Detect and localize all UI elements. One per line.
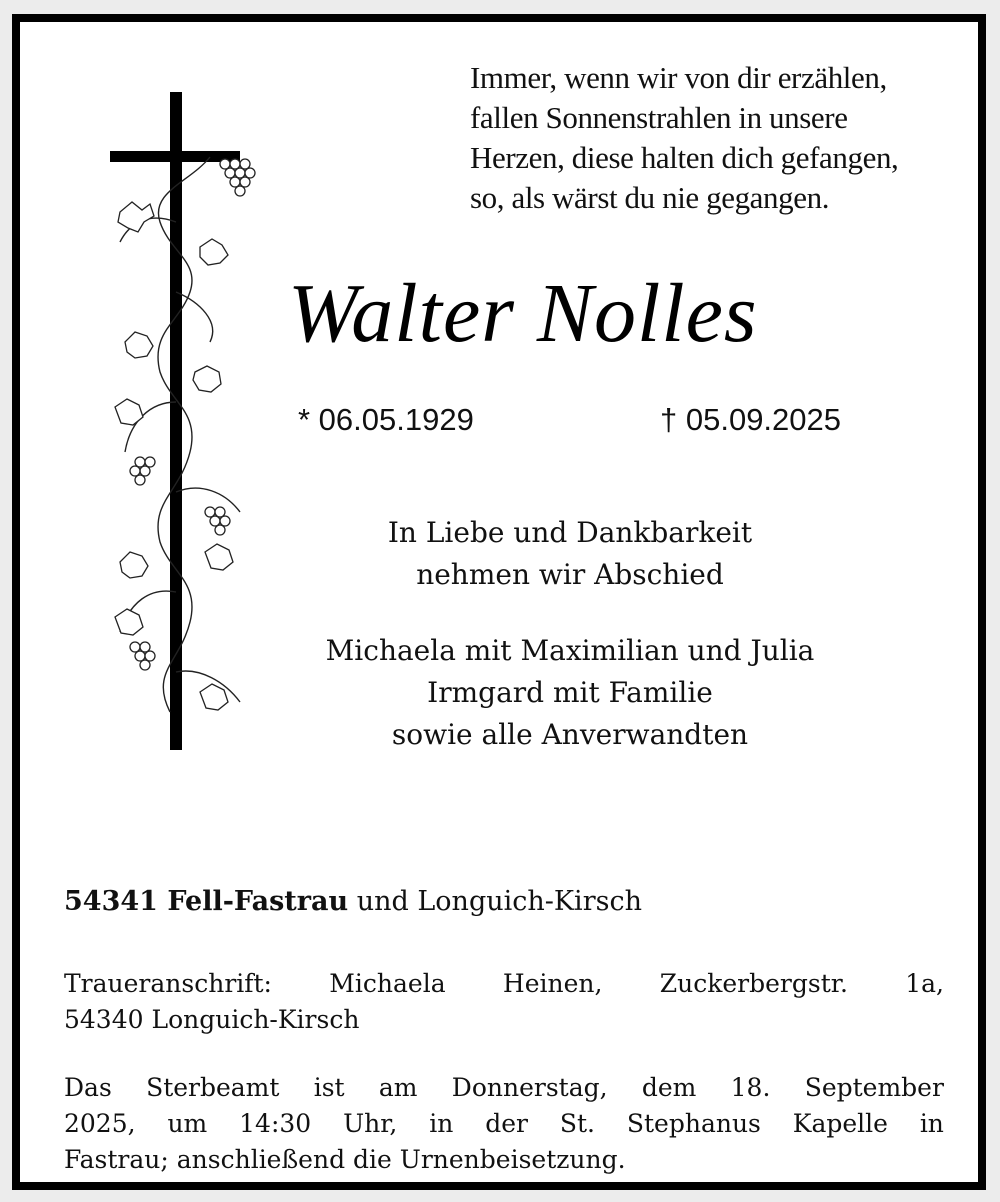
obituary-notice — [12, 14, 986, 1190]
service-word: St. — [559, 1109, 595, 1138]
service-word: Stephanus — [626, 1109, 761, 1138]
service-word: 18. — [730, 1073, 771, 1102]
poem-line: Herzen, diese halten dich gefangen, — [470, 140, 899, 175]
funeral-service-info — [64, 1070, 944, 1178]
mourner-line: sowie alle Anverwandten — [391, 718, 749, 751]
service-word: Sterbeamt — [146, 1073, 280, 1102]
farewell-line: nehmen wir Abschied — [416, 558, 724, 591]
place-bold: 54341 Fell-Fastrau — [64, 886, 349, 917]
service-word: Kapelle — [792, 1109, 888, 1138]
poem — [470, 58, 970, 218]
service-word: 14:30 — [239, 1109, 312, 1138]
address-word: Zuckerbergstr. — [659, 969, 848, 998]
address-word: Heinen, — [502, 969, 603, 998]
cross-with-grapevine-icon — [90, 72, 260, 752]
service-word: dem — [641, 1073, 697, 1102]
mourner-line: Michaela mit Maximilian und Julia — [325, 634, 815, 667]
death-date: † 05.09.2025 — [660, 402, 842, 437]
service-word: Das — [64, 1073, 112, 1102]
address-line-2: 54340 Longuich-Kirsch — [64, 1005, 360, 1034]
service-word: ist — [313, 1073, 345, 1102]
service-line-1 — [64, 1070, 944, 1106]
mourners-list — [250, 630, 890, 756]
address-word: 1a, — [905, 969, 944, 998]
service-word: 2025, — [64, 1109, 136, 1138]
address-word: Michaela — [329, 969, 446, 998]
service-word: am — [378, 1073, 418, 1102]
deceased-name: Walter Nolles — [288, 267, 758, 360]
mourner-line: Irmgard mit Familie — [427, 676, 713, 709]
service-word: Uhr, — [343, 1109, 398, 1138]
address-line-1 — [64, 966, 944, 1002]
place-line — [64, 882, 642, 922]
service-line-3: Fastrau; anschließend die Urnenbeisetzung. — [64, 1145, 626, 1174]
birth-date: * 06.05.1929 — [298, 402, 474, 437]
mourning-address — [64, 966, 944, 1038]
service-word: in — [919, 1109, 944, 1138]
poem-line: so, als wärst du nie gegangen. — [470, 180, 830, 215]
farewell-text — [250, 512, 890, 596]
poem-line: fallen Sonnenstrahlen in unsere — [470, 100, 848, 135]
service-line-2 — [64, 1106, 944, 1142]
place-rest: und Longuich-Kirsch — [348, 886, 642, 917]
service-word: der — [485, 1109, 528, 1138]
service-word: September — [804, 1073, 944, 1102]
address-word: Traueranschrift: — [64, 969, 272, 998]
farewell-line: In Liebe und Dankbarkeit — [387, 516, 753, 549]
service-word: Donnerstag, — [451, 1073, 608, 1102]
service-word: um — [167, 1109, 208, 1138]
service-word: in — [429, 1109, 454, 1138]
poem-line: Immer, wenn wir von dir erzählen, — [470, 60, 887, 95]
